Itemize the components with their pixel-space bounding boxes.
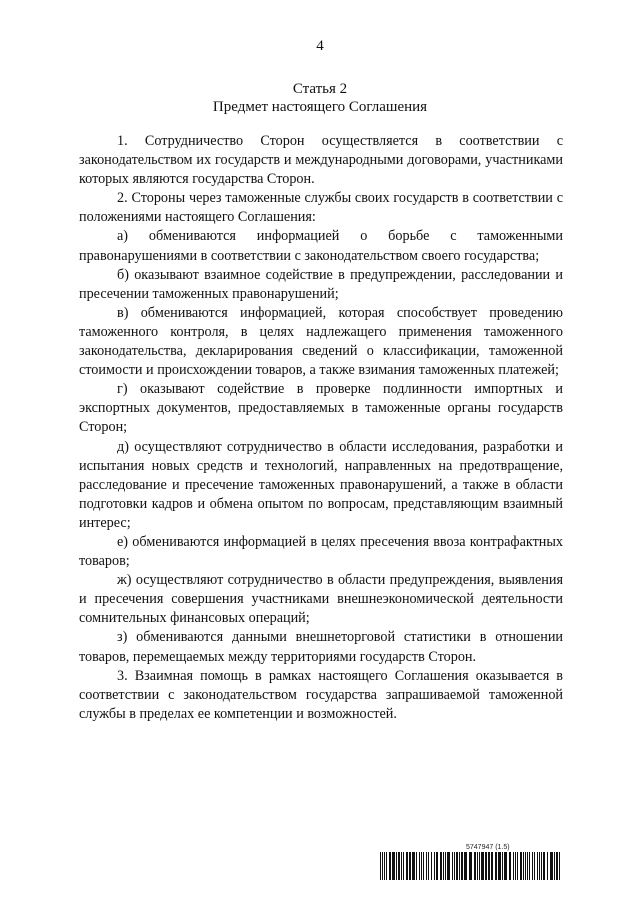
page-number: 4 (316, 38, 324, 54)
paragraph-2d: д) осуществляют сотрудничество в области исследования, разработки и испытания новых средств и технологий, направленных на предотвращение, расследование и пресечение таможенных правонарушений, а также в области подготовки кадров и обмена опытом по вопросам, представляющим взаимный интерес; (79, 438, 563, 531)
paragraph-2g: г) оказывают содействие в проверке подлинности импортных и экспортных документов, предоставляемых в таможенные органы государств Сторон; (79, 381, 563, 436)
paragraph-2: 2. Стороны через таможенные службы своих государств в соответствии с положениями настоящего Соглашения: (79, 190, 563, 226)
paragraph-3: 3. Взаимная помощь в рамках настоящего Соглашения оказывается в соответствии с законодательством государства запрашиваемой таможенной службы в пределах ее компетенции и возможностей. (79, 667, 563, 722)
paragraph-2zh: ж) осуществляют сотрудничество в области предупреждения, выявления и пресечения совершения участниками внешнеэкономической деятельности сомнительных финансовых операций; (79, 572, 563, 627)
article-title: Предмет настоящего Соглашения (212, 99, 428, 115)
article-number: Статья 2 (292, 81, 348, 97)
article-heading (0, 80, 640, 116)
barcode-icon (380, 852, 562, 880)
paragraph-1: 1. Сотрудничество Сторон осуществляется в соответствии с законодательством их государств и международными договорами, участниками которых являются государства Сторон. (79, 133, 563, 188)
paragraph-2e: е) обмениваются информацией в целях пресечения ввоза контрафактных товаров; (79, 533, 563, 570)
paragraph-2a: а) обмениваются информацией о борьбе с таможенными правонарушениями в соответствии с законодательством своего государства; (79, 228, 563, 264)
article-body (79, 132, 563, 724)
paragraph-2v: в) обмениваются информацией, которая способствует проведению таможенного контроля, в целях надлежащего применения таможенного законодательства, декларирования сведений о классификации, таможенной стоимости и происхождении товаров, а также взимания таможенных платежей; (79, 304, 563, 379)
paragraph-2z: з) обмениваются данными внешнеторговой статистики в отношении товаров, перемещаемых между территориями государств Сторон. (79, 629, 563, 665)
paragraph-2b: б) оказывают взаимное содействие в предупреждении, расследовании и пресечении таможенных правонарушений; (79, 266, 563, 302)
barcode-caption: 5747947 (1.5) (466, 844, 510, 851)
